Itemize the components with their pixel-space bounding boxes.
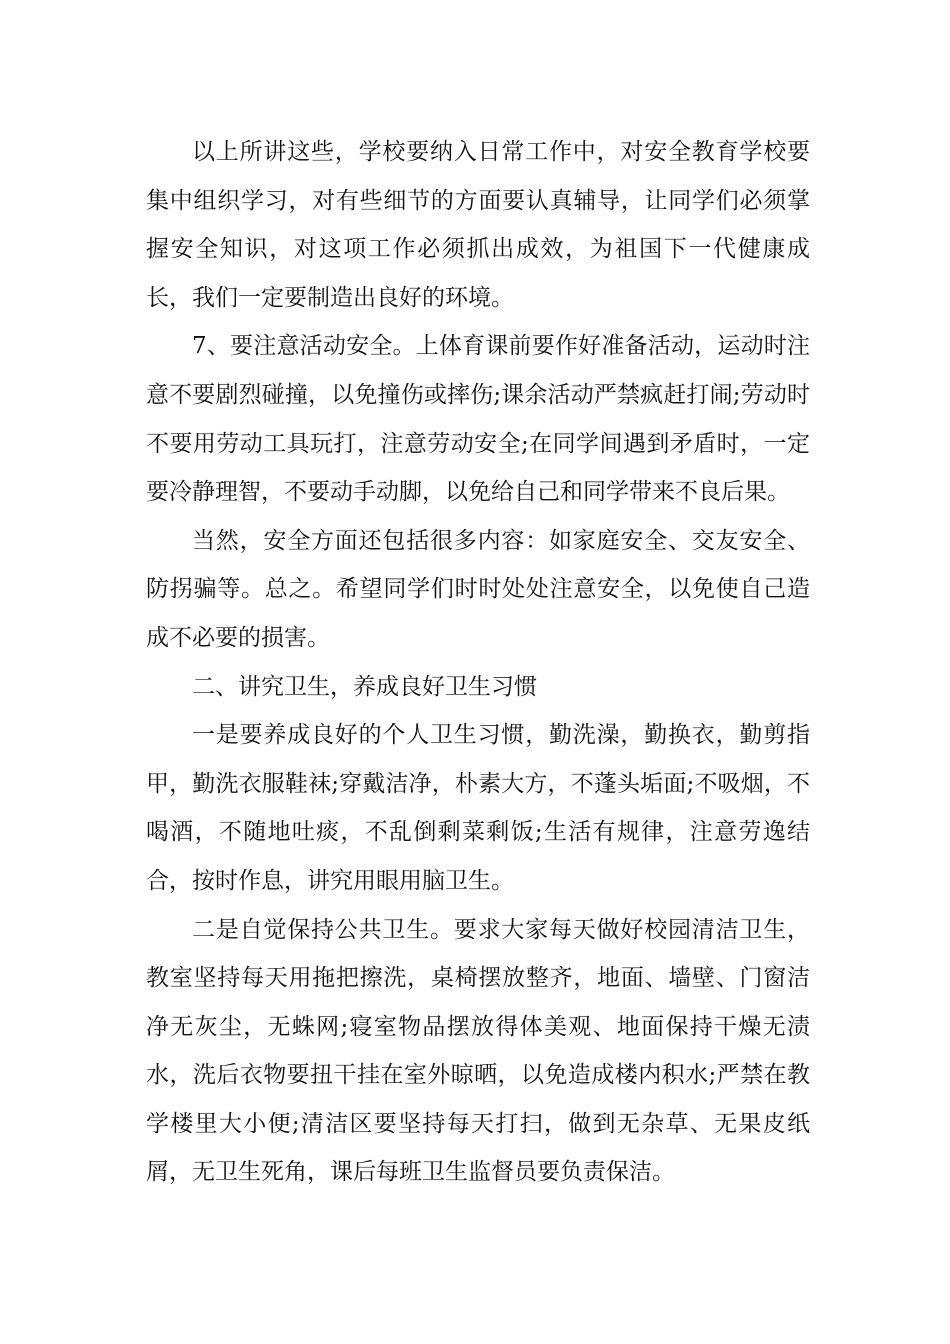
section-heading-hygiene: 二、讲究卫生，养成良好卫生习惯 <box>192 673 537 700</box>
paragraph-safety-summary: 以上所讲这些，学校要纳入日常工作中，对安全教育学校要集中组织学习，对有些细节的方面要认真辅导，让同学们必须掌握安全知识，对这项工作必须抓出成效，为祖国下一代健康成长，我们一定要制造出良好的环境。 <box>146 139 810 311</box>
paragraph-public-hygiene: 二是自觉保持公共卫生。要求大家每天做好校园清洁卫生，教室坚持每天用拖把擦洗，桌椅摆放整齐，地面、墙壁、门窗洁净无灰尘，无蛛网;寝室物品摆放得体美观、地面保持干燥无渍水，洗后衣物要扭干挂在室外晾晒，以免造成楼内积水;严禁在教学楼里大小便;清洁区要坚持每天打扫，做到无杂草、无果皮纸屑，无卫生死角，课后每班卫生监督员要负责保洁。 <box>146 916 810 1186</box>
document-body <box>146 128 810 1197</box>
paragraph-other-safety: 当然，安全方面还包括很多内容：如家庭安全、交友安全、防拐骗等。总之。希望同学们时时处处注意安全，以免使自己造成不必要的损害。 <box>146 527 810 651</box>
paragraph-personal-hygiene: 一是要养成良好的个人卫生习惯，勤洗澡，勤换衣，勤剪指甲，勤洗衣服鞋袜;穿戴洁净，朴素大方，不蓬头垢面;不吸烟，不喝酒，不随地吐痰，不乱倒剩菜剩饭;生活有规律，注意劳逸结合，按时作息，讲究用眼用脑卫生。 <box>146 722 810 894</box>
paragraph-activity-safety: 7、要注意活动安全。上体育课前要作好准备活动，运动时注意不要剧烈碰撞，以免撞伤或摔伤;课余活动严禁疯赶打闹;劳动时不要用劳动工具玩打，注意劳动安全;在同学间遇到矛盾时，一定要冷静理智，不要动手动脚，以免给自己和同学带来不良后果。 <box>146 333 810 506</box>
